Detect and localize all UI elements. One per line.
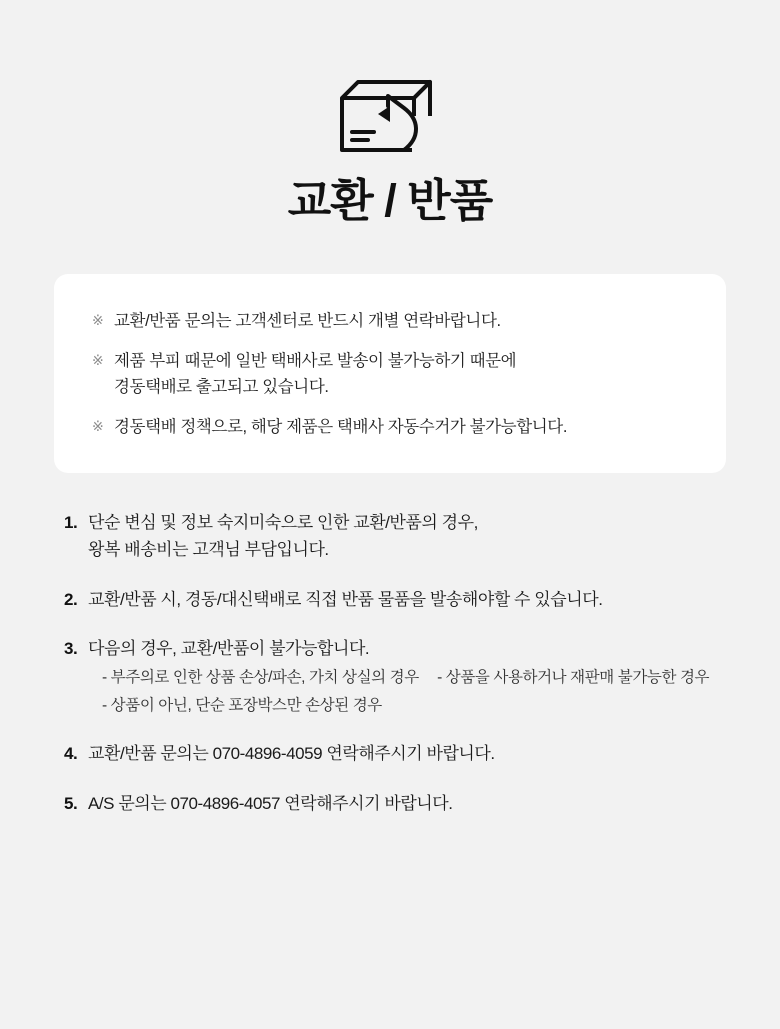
list-line: 왕복 배송비는 고객님 부담입니다. bbox=[88, 540, 329, 560]
sub-list-item: - 상품을 사용하거나 재판매 불가능한 경우 bbox=[437, 669, 710, 686]
notice-item bbox=[92, 348, 688, 401]
notice-text bbox=[114, 308, 688, 335]
notice-text bbox=[114, 414, 688, 441]
list-line: 단순 변심 및 정보 숙지미숙으로 인한 교환/반품의 경우, bbox=[88, 512, 478, 532]
page-title: 교환 / 반품 bbox=[287, 175, 493, 226]
list-number: 1. bbox=[64, 512, 78, 532]
list-number: 4. bbox=[64, 744, 78, 764]
notice-card bbox=[54, 274, 726, 473]
list-item bbox=[64, 635, 726, 718]
sub-list bbox=[88, 667, 709, 714]
notice-line: 교환/반품 문의는 고객센터로 반드시 개별 연락바랍니다. bbox=[114, 312, 501, 330]
list-item bbox=[64, 740, 726, 768]
list-line: 다음의 경우, 교환/반품이 불가능합니다. bbox=[88, 639, 370, 659]
notice-mark: ※ bbox=[92, 351, 104, 368]
notice-line: 제품 부피 때문에 일반 택배사로 발송이 불가능하기 때문에 bbox=[114, 351, 517, 370]
list-body bbox=[88, 790, 726, 818]
policy-list bbox=[54, 509, 726, 839]
list-line: 교환/반품 시, 경동/대신택배로 직접 반품 물품을 발송해야할 수 있습니다. bbox=[88, 589, 603, 609]
notice-line: 경동택배 정책으로, 해당 제품은 택배사 자동수거가 불가능합니다. bbox=[114, 418, 568, 437]
list-body bbox=[88, 509, 726, 564]
sub-list-item: - 상품이 아닌, 단순 포장박스만 손상된 경우 bbox=[102, 696, 382, 714]
notice-item bbox=[92, 414, 688, 441]
notice-mark: ※ bbox=[92, 418, 104, 435]
sub-list-item: - 부주의로 인한 상품 손상/파손, 가치 상실의 경우 bbox=[102, 669, 419, 686]
notice-line: 경동택배로 출고되고 있습니다. bbox=[114, 378, 329, 397]
list-item bbox=[64, 586, 726, 614]
list-body bbox=[88, 586, 726, 614]
list-line: A/S 문의는 070-4896-4057 연락해주시기 바랍니다. bbox=[88, 793, 453, 813]
list-body bbox=[88, 635, 726, 718]
list-item bbox=[64, 509, 726, 564]
list-number: 5. bbox=[64, 793, 78, 813]
list-body bbox=[88, 740, 726, 768]
list-number: 3. bbox=[64, 639, 78, 659]
list-item bbox=[64, 790, 726, 818]
notice-mark: ※ bbox=[92, 312, 104, 328]
list-number: 2. bbox=[64, 589, 78, 609]
list-line: 교환/반품 문의는 070-4896-4059 연락해주시기 바랍니다. bbox=[88, 744, 495, 764]
notice-item bbox=[92, 308, 688, 335]
notice-text bbox=[114, 348, 688, 401]
return-box-icon bbox=[330, 74, 450, 160]
